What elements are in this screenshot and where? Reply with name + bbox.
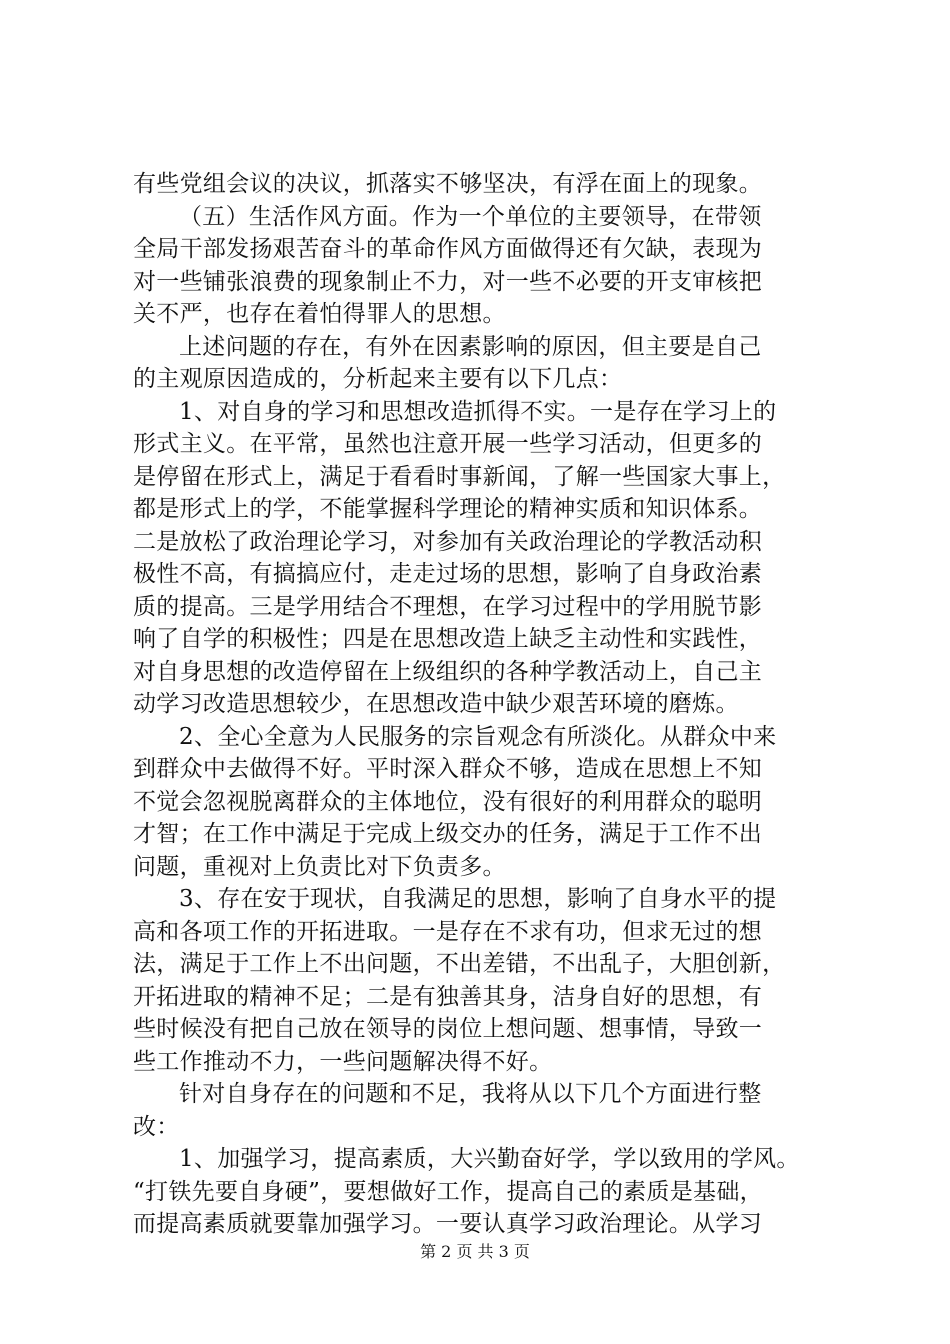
text-line: 才智；在工作中满足于完成上级交办的任务，满足于工作不出 (133, 821, 763, 847)
text-line: 针对自身存在的问题和不足，我将从以下几个方面进行整 (179, 1081, 762, 1107)
text-line: 改： (133, 1113, 180, 1140)
text-line: 对一些铺张浪费的现象制止不力，对一些不必要的开支审核把 (133, 268, 763, 295)
text-line: 对自身思想的改造停留在上级组织的各种学教活动上，自己主 (133, 658, 763, 685)
text-line: 的主观原因造成的，分析起来主要有以下几点： (133, 366, 623, 392)
text-line: 不觉会忽视脱离群众的主体地位，没有很好的利用群众的聪明 (133, 788, 763, 815)
text-line: 关不严，也存在着怕得罪人的思想。 (133, 301, 506, 327)
text-line: 都是形式上的学，不能掌握科学理论的精神实质和知识体系。 (133, 496, 763, 522)
text-line: 动学习改造思想较少，在思想改造中缺少艰苦环境的磨炼。 (133, 691, 739, 717)
text-line: 上述问题的存在，有外在因素影响的原因，但主要是自己 (179, 333, 762, 360)
text-line: 全局干部发扬艰苦奋斗的革命作风方面做得还有欠缺，表现为 (133, 236, 763, 262)
text-line: 而提高素质就要靠加强学习。一要认真学习政治理论。从学习 (133, 1211, 763, 1237)
text-line: 质的提高。三是学用结合不理想，在学习过程中的学用脱节影 (133, 593, 763, 620)
text-line: 1、加强学习，提高素质，大兴勤奋好学，学以致用的学风。 (179, 1146, 800, 1172)
document-body (133, 168, 833, 1241)
text-line: 1、对自身的学习和思想改造抓得不实。一是存在学习上的 (179, 398, 777, 425)
text-line: 高和各项工作的开拓进取。一是存在不求有功，但求无过的想 (133, 918, 763, 945)
text-line: 3、存在安于现状，自我满足的思想，影响了自身水平的提 (179, 886, 777, 912)
text-line: （五）生活作风方面。作为一个单位的主要领导，在带领 (179, 203, 762, 230)
text-line: 法，满足于工作上不出问题，不出差错，不出乱子，大胆创新， (133, 951, 786, 977)
text-line: 2、全心全意为人民服务的宗旨观念有所淡化。从群众中来 (179, 723, 777, 750)
text-line: 二是放松了政治理论学习，对参加有关政治理论的学教活动积 (133, 528, 763, 555)
text-line: 形式主义。在平常，虽然也注意开展一些学习活动，但更多的 (133, 431, 763, 457)
text-line: 是停留在形式上，满足于看看时事新闻，了解一些国家大事上， (133, 463, 786, 490)
text-line: 问题，重视对上负责比对下负责多。 (133, 853, 506, 880)
text-line: 些工作推动不力，一些问题解决得不好。 (133, 1048, 553, 1075)
text-line: 有些党组会议的决议，抓落实不够坚决，有浮在面上的现象。 (133, 171, 763, 197)
text-line: “打铁先要自身硬”，要想做好工作，提高自己的素质是基础， (133, 1178, 763, 1205)
text-line: 开拓进取的精神不足；二是有独善其身，洁身自好的思想，有 (133, 983, 763, 1010)
text-line: 极性不高，有搞搞应付，走走过场的思想，影响了自身政治素 (133, 561, 763, 587)
page-number-footer: 第 2 页 共 3 页 (420, 1242, 530, 1261)
text-line: 些时候没有把自己放在领导的岗位上想问题、想事情，导致一 (133, 1016, 763, 1042)
text-line: 到群众中去做得不好。平时深入群众不够，造成在思想上不知 (133, 756, 763, 782)
text-line: 响了自学的积极性；四是在思想改造上缺乏主动性和实践性， (133, 626, 763, 652)
